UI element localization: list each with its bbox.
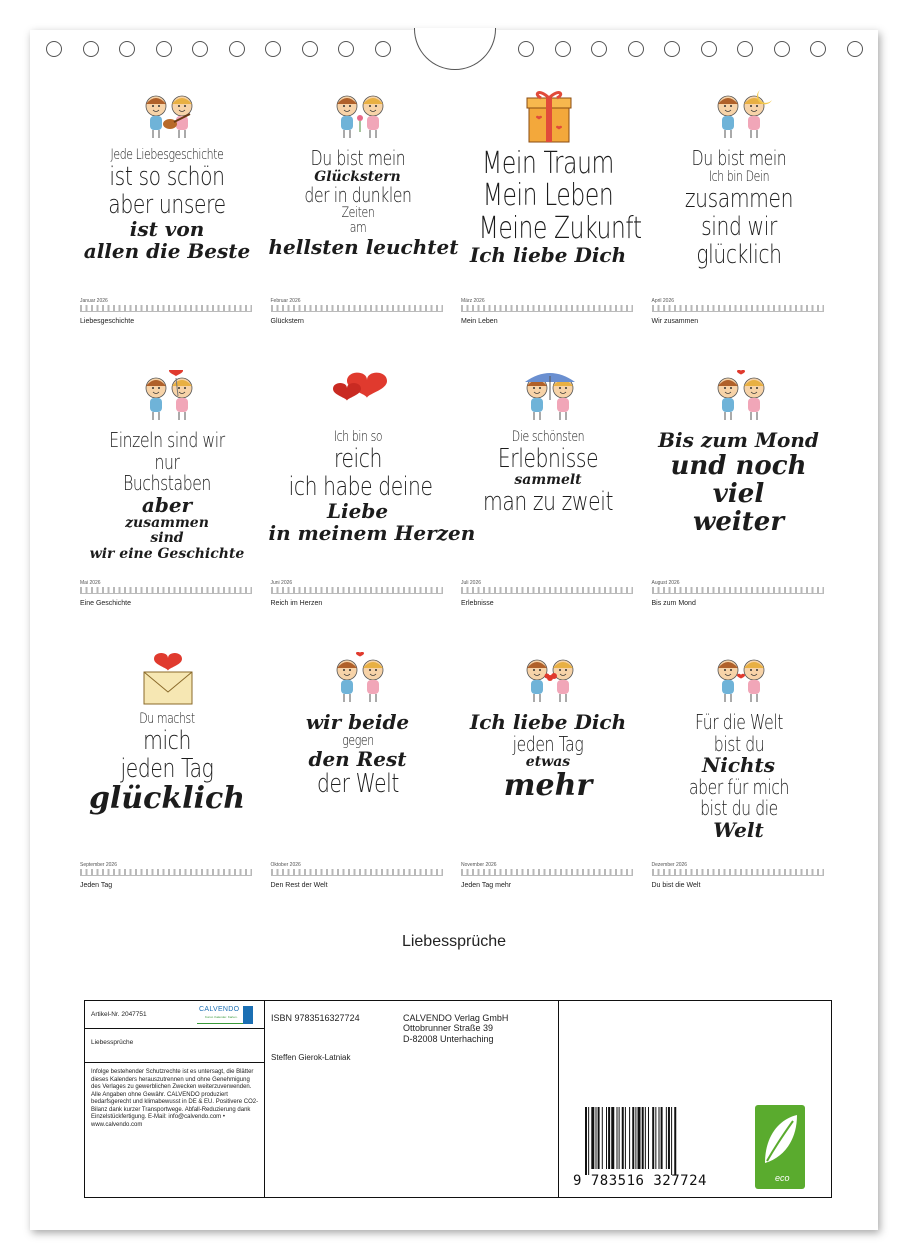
- month-calendar-strip: [650, 580, 828, 594]
- quote-line: der Welt: [316, 769, 399, 800]
- isbn: ISBN 9783516327724: [271, 1013, 360, 1023]
- couple-flower-icon: [309, 88, 409, 146]
- month-calendar-strip: [269, 580, 447, 594]
- couple-balloon-icon: [118, 370, 218, 428]
- month-card: [459, 364, 637, 634]
- product-title: Liebessprüche: [91, 1039, 134, 1046]
- month-label: Juni 2026: [270, 580, 293, 586]
- binding-hole: [46, 41, 62, 57]
- month-card: [650, 646, 828, 916]
- quote-line: allen die Beste: [83, 238, 251, 263]
- calendar-divider: [461, 875, 633, 876]
- binding-hole: [701, 41, 717, 57]
- month-label: Dezember 2026: [651, 862, 688, 868]
- quote-text: [650, 712, 828, 842]
- month-card: [650, 82, 828, 352]
- month-caption: Eine Geschichte: [80, 600, 131, 607]
- quote-line: ich habe deine: [288, 472, 433, 503]
- month-caption: Bis zum Mond: [651, 600, 696, 607]
- quote-line: Die schönsten: [511, 429, 585, 445]
- month-card: [269, 646, 447, 916]
- quote-line: Ich bin Dein: [708, 168, 769, 185]
- couple-moon-icon: [690, 88, 790, 146]
- couple-umbrella-icon: [499, 370, 599, 428]
- quote-line: Glückstern: [314, 168, 401, 185]
- month-calendar-strip: [78, 580, 256, 594]
- quote-line: Bis zum Mond: [658, 428, 819, 452]
- quote-line: Mein Leben: [482, 178, 614, 214]
- quote-line: am: [349, 220, 366, 237]
- quote-line: weiter: [692, 506, 785, 537]
- quote-line: nur: [154, 449, 180, 474]
- month-calendar-strip: [78, 862, 256, 876]
- publisher-line: Ottobrunner Straße 39: [403, 1023, 494, 1034]
- month-card: [78, 82, 256, 352]
- binding-hole: [555, 41, 571, 57]
- calendar-divider: [461, 593, 633, 594]
- quote-line: mehr: [503, 768, 593, 804]
- month-calendar-strip: [269, 862, 447, 876]
- couple-hug-icon: [309, 652, 409, 710]
- quote-line: und noch: [670, 450, 807, 481]
- hearts-icon: [309, 370, 409, 428]
- logo-text: CALVENDO: [199, 1006, 240, 1013]
- quote-line: Jede Liebesgeschichte: [110, 147, 224, 163]
- quote-line: bist du die: [699, 796, 778, 821]
- binding-hole: [338, 41, 354, 57]
- heart-envelope-icon: [118, 652, 218, 710]
- author: Steffen Gierok-Latniak: [271, 1053, 351, 1062]
- binding-hole: [737, 41, 753, 57]
- calendar-divider: [80, 875, 252, 876]
- quote-line: aber: [141, 492, 193, 517]
- couple-kiss-icon: [690, 370, 790, 428]
- binding-hole: [192, 41, 208, 57]
- calendar-divider: [80, 593, 252, 594]
- month-caption: Glückstern: [270, 318, 304, 325]
- month-label: August 2026: [651, 580, 680, 586]
- binding-hole: [810, 41, 826, 57]
- month-calendar-strip: [78, 298, 256, 312]
- month-caption: Den Rest der Welt: [270, 882, 328, 889]
- quote-line: Liebe: [326, 499, 389, 524]
- month-card: [78, 646, 256, 916]
- publisher-address: [403, 1013, 508, 1044]
- calendar-divider: [271, 593, 443, 594]
- binding-hole: [119, 41, 135, 57]
- legal-notice: Infolge bestehender Schutzrechte ist es untersagt, die Blätter dieses Kalenders herauszutrennen und ohne Genehmigung des Verlages zu gewerblichen Zwecken weiterzuverwenden. Alle Angaben ohne Gewähr. CALVENDO produziert bedarfsgerecht und klimabewusst in DE & EU. Positivere CO2-Bilanz dank kurzer Transportwege. Abfall-Reduzierung dank Einzelstückfertigung. E-Mail: info@calvendo.com • www.calvendo.com: [91, 1069, 259, 1128]
- binding-hole: [664, 41, 680, 57]
- quote-line: wir beide: [305, 710, 410, 734]
- binding-hole: [847, 41, 863, 57]
- month-caption: Du bist die Welt: [651, 882, 701, 889]
- quote-line: Buchstaben: [123, 471, 211, 496]
- barcode-number: 9 783516 327724: [573, 1173, 707, 1189]
- month-label: September 2026: [80, 862, 117, 868]
- barcode-icon: [585, 1107, 715, 1175]
- quote-text: [269, 712, 447, 798]
- month-caption: Mein Leben: [461, 318, 498, 325]
- month-calendar-strip: [459, 298, 637, 312]
- calendar-divider: [652, 593, 824, 594]
- quote-line: aber für mich: [688, 774, 789, 799]
- month-caption: Jeden Tag mehr: [461, 882, 512, 889]
- binding-hole: [628, 41, 644, 57]
- quote-text: [268, 429, 476, 545]
- quote-line: Meine Zukunft: [478, 210, 642, 246]
- month-caption: Reich im Herzen: [270, 600, 323, 607]
- quote-line: glücklich: [695, 239, 782, 270]
- publisher-line: D-82008 Unterhaching: [403, 1033, 494, 1044]
- calendar-divider: [652, 875, 824, 876]
- couple-proposal-icon: [690, 652, 790, 710]
- quote-text: [459, 430, 637, 516]
- quote-line: der in dunklen: [303, 182, 412, 207]
- article-number: Artikel-Nr. 2047751: [91, 1011, 147, 1018]
- month-label: März 2026: [461, 298, 485, 304]
- quote-line: hellsten leuchtet: [268, 234, 459, 259]
- product-title-row: [85, 1029, 265, 1063]
- couple-guitar-icon: [118, 88, 218, 146]
- info-column-left: [85, 1001, 265, 1197]
- quote-line: man zu zweit: [482, 487, 614, 518]
- eco-badge-icon: [755, 1105, 805, 1189]
- publisher-line: CALVENDO Verlag GmbH: [403, 1013, 509, 1023]
- binding-hole: [591, 41, 607, 57]
- quote-line: sammelt: [514, 472, 582, 489]
- quote-line: Ich liebe Dich: [469, 710, 627, 734]
- binding-hole: [83, 41, 99, 57]
- info-column-right: [559, 1001, 831, 1197]
- quote-line: Du machst: [139, 711, 195, 727]
- article-row: [85, 1001, 265, 1029]
- calvendo-logo: [197, 1006, 253, 1024]
- month-label: Februar 2026: [270, 298, 301, 304]
- quote-line: Welt: [713, 817, 764, 842]
- binding-hole: [265, 41, 281, 57]
- quote-line: aber unsere: [108, 190, 226, 221]
- quote-line: in meinem Herzen: [268, 520, 476, 545]
- quote-text: [78, 430, 256, 562]
- month-calendar-strip: [269, 298, 447, 312]
- quote-line: den Rest: [308, 746, 407, 771]
- quote-text: [650, 148, 828, 269]
- month-caption: Liebesgeschichte: [80, 318, 135, 325]
- quote-line: wir eine Geschichte: [89, 545, 245, 562]
- month-card: [650, 364, 828, 634]
- calendar-title: Liebessprüche: [401, 933, 507, 950]
- month-label: Mai 2026: [80, 580, 101, 586]
- quote-line: bist du: [713, 731, 764, 756]
- quote-line: mich: [143, 726, 191, 757]
- quote-line: ist so schön: [109, 162, 225, 193]
- month-label: November 2026: [461, 862, 497, 868]
- month-caption: Erlebnisse: [461, 600, 494, 607]
- quote-line: Zeiten: [341, 205, 374, 222]
- month-label: Oktober 2026: [270, 862, 301, 868]
- couple-roses-icon: [499, 652, 599, 710]
- month-calendar-strip: [459, 580, 637, 594]
- quote-line: etwas: [525, 754, 571, 771]
- binding-hole: [302, 41, 318, 57]
- binding-hole: [518, 41, 534, 57]
- month-card: [268, 82, 459, 352]
- quote-line: Mein Traum: [482, 146, 614, 181]
- month-caption: Jeden Tag: [80, 882, 113, 889]
- calendar-divider: [461, 311, 633, 312]
- calendar-divider: [80, 311, 252, 312]
- quote-line: viel: [712, 478, 765, 509]
- binding-hole: [375, 41, 391, 57]
- leaf-icon: [755, 1105, 805, 1175]
- quote-text: [459, 712, 637, 803]
- quote-line: Erlebnisse: [497, 444, 599, 475]
- calendar-divider: [652, 311, 824, 312]
- month-label: Juli 2026: [461, 580, 482, 586]
- quote-line: jeden Tag: [120, 754, 214, 785]
- quote-line: Ich bin so: [333, 429, 382, 445]
- month-label: Januar 2026: [80, 298, 108, 304]
- quote-line: ist von: [129, 217, 205, 242]
- info-box: [84, 1000, 832, 1198]
- calendar-divider: [271, 311, 443, 312]
- month-label: April 2026: [651, 298, 675, 304]
- quote-line: Einzeln sind wir: [109, 428, 225, 452]
- quote-line: Du bist mein: [310, 146, 405, 170]
- month-calendar-strip: [459, 862, 637, 876]
- quote-line: reich: [333, 444, 382, 475]
- quote-line: Ich liebe Dich: [469, 243, 627, 268]
- month-card: [459, 646, 637, 916]
- quote-line: sind wir: [700, 211, 777, 242]
- binding-hole: [774, 41, 790, 57]
- quote-text: [268, 146, 459, 259]
- quote-line: glücklich: [88, 781, 246, 817]
- eco-label: eco: [775, 1173, 790, 1183]
- calendar-sheet: [30, 30, 878, 1230]
- quote-line: Für die Welt: [694, 710, 783, 734]
- quote-line: gegen: [341, 732, 374, 749]
- quote-line: Du bist mein: [691, 146, 786, 170]
- binding-hole: [156, 41, 172, 57]
- calendar-divider: [271, 875, 443, 876]
- month-calendar-strip: [650, 298, 828, 312]
- quote-text: [459, 146, 642, 268]
- quote-line: jeden Tag: [512, 731, 584, 756]
- month-caption: Wir zusammen: [651, 318, 699, 325]
- quote-line: zusammen: [684, 183, 793, 214]
- binding-hole: [229, 41, 245, 57]
- month-calendar-strip: [650, 862, 828, 876]
- info-column-middle: [265, 1001, 559, 1197]
- quote-text: [78, 712, 256, 816]
- logo-subtitle: Kunst. Kalender. Karten.: [205, 1015, 238, 1019]
- quote-text: [650, 430, 828, 536]
- month-card: [459, 82, 642, 352]
- quote-line: sind: [150, 530, 184, 547]
- quote-line: Nichts: [701, 753, 776, 778]
- month-card: [78, 364, 256, 634]
- logo-mark-icon: [243, 1006, 253, 1024]
- quote-text: [78, 148, 256, 262]
- quote-line: zusammen: [125, 515, 209, 532]
- gift-box-icon: [499, 88, 599, 146]
